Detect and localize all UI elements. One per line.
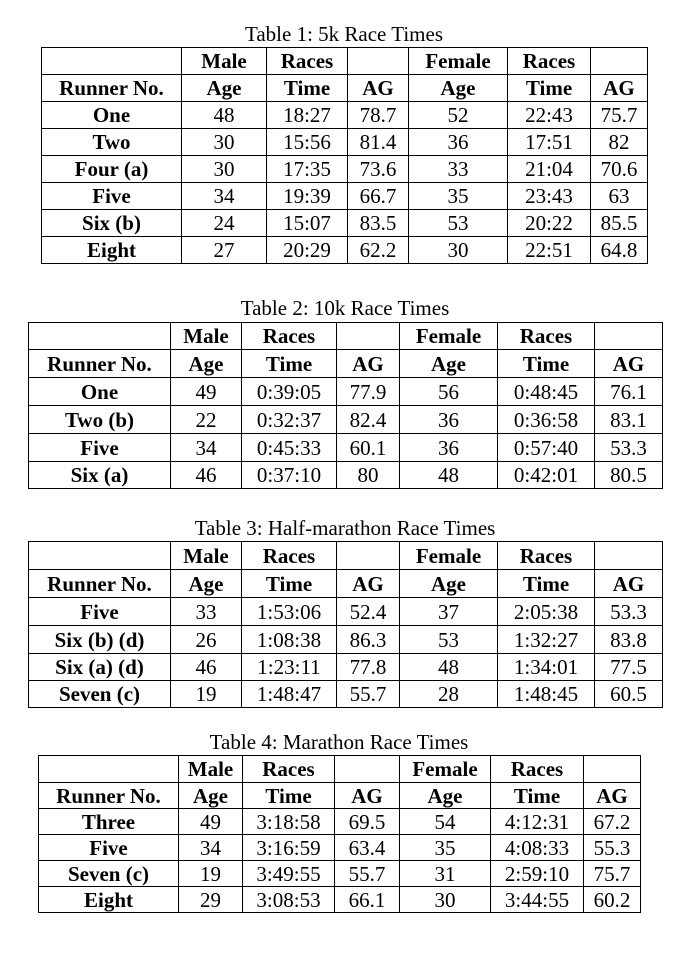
header-age: Age — [400, 783, 491, 809]
male-age-cell: 26 — [171, 626, 242, 654]
header-time: Time — [498, 570, 595, 598]
female-age-cell: 33 — [409, 156, 508, 183]
male-time-cell: 17:35 — [267, 156, 348, 183]
table-row — [42, 210, 648, 237]
runner-cell: Two — [42, 129, 182, 156]
header-ag: AG — [348, 75, 409, 102]
female-time-cell: 3:44:55 — [491, 887, 584, 913]
header-row-top — [42, 48, 648, 75]
header-row-bottom — [29, 570, 663, 598]
male-ag-cell: 63.4 — [335, 835, 400, 861]
header-cell-blank — [29, 323, 171, 350]
male-age-cell: 24 — [182, 210, 267, 237]
female-time-cell: 2:05:38 — [498, 598, 595, 626]
table-row — [29, 654, 663, 681]
header-ag: AG — [337, 570, 400, 598]
female-ag-cell: 83.1 — [595, 406, 663, 434]
runner-cell: Five — [39, 835, 179, 861]
female-time-cell: 23:43 — [508, 183, 591, 210]
header-cell-blank — [29, 542, 171, 570]
header-ag: AG — [337, 350, 400, 378]
female-age-cell: 48 — [400, 462, 498, 489]
female-age-cell: 31 — [400, 861, 491, 887]
male-time-cell: 1:53:06 — [242, 598, 337, 626]
table-title: Table 1: 5k Race Times — [244, 22, 443, 46]
header-row-top — [39, 756, 641, 783]
male-age-cell: 27 — [182, 237, 267, 264]
header-cell-blank — [337, 542, 400, 570]
header-time: Time — [243, 783, 335, 809]
female-ag-cell: 80.5 — [595, 462, 663, 489]
header-female: Female — [400, 323, 498, 350]
male-ag-cell: 83.5 — [348, 210, 409, 237]
header-time: Time — [491, 783, 584, 809]
header-row-bottom — [42, 75, 648, 102]
male-ag-cell: 60.1 — [337, 434, 400, 462]
male-age-cell: 34 — [179, 835, 243, 861]
male-age-cell: 33 — [171, 598, 242, 626]
header-time: Time — [267, 75, 348, 102]
female-ag-cell: 53.3 — [595, 434, 663, 462]
table-row — [29, 462, 663, 489]
header-races: Races — [498, 542, 595, 570]
female-age-cell: 30 — [400, 887, 491, 913]
table-title: Table 3: Half-marathon Race Times — [194, 516, 496, 540]
header-runner: Runner No. — [29, 350, 171, 378]
header-runner: Runner No. — [29, 570, 171, 598]
male-ag-cell: 69.5 — [335, 809, 400, 835]
header-runner: Runner No. — [42, 75, 182, 102]
female-time-cell: 20:22 — [508, 210, 591, 237]
female-age-cell: 36 — [409, 129, 508, 156]
header-races: Races — [242, 323, 337, 350]
table-3-block — [28, 516, 662, 710]
female-age-cell: 48 — [400, 654, 498, 681]
male-age-cell: 46 — [171, 654, 242, 681]
male-ag-cell: 52.4 — [337, 598, 400, 626]
header-female: Female — [400, 542, 498, 570]
male-time-cell: 3:49:55 — [243, 861, 335, 887]
female-age-cell: 30 — [409, 237, 508, 264]
female-ag-cell: 70.6 — [591, 156, 648, 183]
male-time-cell: 15:07 — [267, 210, 348, 237]
runner-cell: Six (a) (d) — [29, 654, 171, 681]
race-times-table — [28, 322, 663, 489]
table-row — [42, 237, 648, 264]
male-time-cell: 3:08:53 — [243, 887, 335, 913]
female-age-cell: 36 — [400, 434, 498, 462]
header-races: Races — [491, 756, 584, 783]
male-time-cell: 1:08:38 — [242, 626, 337, 654]
male-age-cell: 19 — [171, 681, 242, 708]
male-ag-cell: 77.8 — [337, 654, 400, 681]
male-ag-cell: 62.2 — [348, 237, 409, 264]
female-age-cell: 53 — [400, 626, 498, 654]
header-male: Male — [182, 48, 267, 75]
runner-cell: Five — [42, 183, 182, 210]
female-time-cell: 21:04 — [508, 156, 591, 183]
header-ag: AG — [584, 783, 641, 809]
female-ag-cell: 75.7 — [591, 102, 648, 129]
male-time-cell: 0:45:33 — [242, 434, 337, 462]
male-time-cell: 20:29 — [267, 237, 348, 264]
runner-cell: Three — [39, 809, 179, 835]
male-age-cell: 49 — [171, 378, 242, 406]
table-row — [42, 102, 648, 129]
header-cell-blank — [595, 323, 663, 350]
header-age: Age — [171, 570, 242, 598]
header-male: Male — [171, 542, 242, 570]
header-age: Age — [400, 350, 498, 378]
female-time-cell: 22:51 — [508, 237, 591, 264]
header-row-bottom — [39, 783, 641, 809]
table-row — [29, 626, 663, 654]
header-cell-blank — [42, 48, 182, 75]
male-age-cell: 19 — [179, 861, 243, 887]
header-age: Age — [182, 75, 267, 102]
female-age-cell: 52 — [409, 102, 508, 129]
female-ag-cell: 83.8 — [595, 626, 663, 654]
female-age-cell: 36 — [400, 406, 498, 434]
male-time-cell: 3:16:59 — [243, 835, 335, 861]
header-age: Age — [171, 350, 242, 378]
male-ag-cell: 81.4 — [348, 129, 409, 156]
male-ag-cell: 55.7 — [335, 861, 400, 887]
header-row-top — [29, 323, 663, 350]
male-age-cell: 30 — [182, 129, 267, 156]
race-times-table — [41, 47, 648, 264]
runner-cell: Six (b) — [42, 210, 182, 237]
header-races: Races — [267, 48, 348, 75]
table-row — [29, 406, 663, 434]
table-row — [42, 129, 648, 156]
female-ag-cell: 75.7 — [584, 861, 641, 887]
header-female: Female — [409, 48, 508, 75]
header-cell-blank — [337, 323, 400, 350]
male-age-cell: 49 — [179, 809, 243, 835]
header-cell-blank — [335, 756, 400, 783]
header-cell-blank — [348, 48, 409, 75]
table-row — [29, 378, 663, 406]
runner-cell: Six (a) — [29, 462, 171, 489]
male-ag-cell: 82.4 — [337, 406, 400, 434]
runner-cell: One — [29, 378, 171, 406]
runner-cell: One — [42, 102, 182, 129]
header-ag: AG — [335, 783, 400, 809]
table-row — [29, 681, 663, 708]
header-cell-blank — [39, 756, 179, 783]
male-age-cell: 48 — [182, 102, 267, 129]
table-row — [39, 887, 641, 913]
male-time-cell: 0:39:05 — [242, 378, 337, 406]
table-title: Table 2: 10k Race Times — [240, 296, 450, 320]
header-races: Races — [243, 756, 335, 783]
female-ag-cell: 60.2 — [584, 887, 641, 913]
header-male: Male — [171, 323, 242, 350]
header-cell-blank — [584, 756, 641, 783]
female-ag-cell: 64.8 — [591, 237, 648, 264]
male-time-cell: 18:27 — [267, 102, 348, 129]
female-time-cell: 0:36:58 — [498, 406, 595, 434]
male-ag-cell: 55.7 — [337, 681, 400, 708]
male-ag-cell: 66.1 — [335, 887, 400, 913]
male-age-cell: 34 — [171, 434, 242, 462]
runner-cell: Four (a) — [42, 156, 182, 183]
female-time-cell: 0:57:40 — [498, 434, 595, 462]
female-time-cell: 2:59:10 — [491, 861, 584, 887]
table-row — [29, 598, 663, 626]
female-time-cell: 0:42:01 — [498, 462, 595, 489]
race-times-table — [38, 755, 641, 913]
table-title: Table 4: Marathon Race Times — [209, 730, 469, 754]
header-time: Time — [242, 570, 337, 598]
male-age-cell: 30 — [182, 156, 267, 183]
female-ag-cell: 77.5 — [595, 654, 663, 681]
male-ag-cell: 78.7 — [348, 102, 409, 129]
male-age-cell: 22 — [171, 406, 242, 434]
table-4-block — [38, 730, 640, 914]
female-age-cell: 53 — [409, 210, 508, 237]
female-ag-cell: 76.1 — [595, 378, 663, 406]
female-age-cell: 28 — [400, 681, 498, 708]
female-age-cell: 35 — [400, 835, 491, 861]
header-male: Male — [179, 756, 243, 783]
female-time-cell: 1:34:01 — [498, 654, 595, 681]
female-time-cell: 22:43 — [508, 102, 591, 129]
female-time-cell: 1:32:27 — [498, 626, 595, 654]
male-age-cell: 29 — [179, 887, 243, 913]
male-age-cell: 46 — [171, 462, 242, 489]
table-row — [39, 835, 641, 861]
male-ag-cell: 73.6 — [348, 156, 409, 183]
header-cell-blank — [595, 542, 663, 570]
header-ag: AG — [591, 75, 648, 102]
female-ag-cell: 60.5 — [595, 681, 663, 708]
header-time: Time — [498, 350, 595, 378]
header-races: Races — [242, 542, 337, 570]
header-time: Time — [242, 350, 337, 378]
header-row-bottom — [29, 350, 663, 378]
female-ag-cell: 67.2 — [584, 809, 641, 835]
female-ag-cell: 85.5 — [591, 210, 648, 237]
runner-cell: Eight — [42, 237, 182, 264]
header-row-top — [29, 542, 663, 570]
male-time-cell: 15:56 — [267, 129, 348, 156]
female-time-cell: 4:08:33 — [491, 835, 584, 861]
male-time-cell: 0:32:37 — [242, 406, 337, 434]
male-ag-cell: 66.7 — [348, 183, 409, 210]
male-time-cell: 19:39 — [267, 183, 348, 210]
male-time-cell: 1:48:47 — [242, 681, 337, 708]
female-age-cell: 35 — [409, 183, 508, 210]
runner-cell: Two (b) — [29, 406, 171, 434]
female-ag-cell: 55.3 — [584, 835, 641, 861]
header-races: Races — [508, 48, 591, 75]
table-row — [39, 809, 641, 835]
male-ag-cell: 86.3 — [337, 626, 400, 654]
female-ag-cell: 82 — [591, 129, 648, 156]
header-cell-blank — [591, 48, 648, 75]
header-time: Time — [508, 75, 591, 102]
header-age: Age — [400, 570, 498, 598]
female-time-cell: 1:48:45 — [498, 681, 595, 708]
male-age-cell: 34 — [182, 183, 267, 210]
header-runner: Runner No. — [39, 783, 179, 809]
male-time-cell: 3:18:58 — [243, 809, 335, 835]
header-races: Races — [498, 323, 595, 350]
table-row — [39, 861, 641, 887]
table-row — [29, 434, 663, 462]
runner-cell: Seven (c) — [29, 681, 171, 708]
female-age-cell: 54 — [400, 809, 491, 835]
female-time-cell: 0:48:45 — [498, 378, 595, 406]
runner-cell: Seven (c) — [39, 861, 179, 887]
female-ag-cell: 63 — [591, 183, 648, 210]
male-time-cell: 1:23:11 — [242, 654, 337, 681]
header-age: Age — [409, 75, 508, 102]
runner-cell: Six (b) (d) — [29, 626, 171, 654]
female-ag-cell: 53.3 — [595, 598, 663, 626]
male-ag-cell: 80 — [337, 462, 400, 489]
header-ag: AG — [595, 350, 663, 378]
female-time-cell: 4:12:31 — [491, 809, 584, 835]
table-row — [42, 183, 648, 210]
male-time-cell: 0:37:10 — [242, 462, 337, 489]
runner-cell: Five — [29, 598, 171, 626]
runner-cell: Five — [29, 434, 171, 462]
race-times-table — [28, 541, 663, 708]
table-2-block — [28, 296, 662, 490]
table-1-block — [41, 22, 647, 270]
header-female: Female — [400, 756, 491, 783]
female-time-cell: 17:51 — [508, 129, 591, 156]
male-ag-cell: 77.9 — [337, 378, 400, 406]
female-age-cell: 37 — [400, 598, 498, 626]
header-ag: AG — [595, 570, 663, 598]
runner-cell: Eight — [39, 887, 179, 913]
female-age-cell: 56 — [400, 378, 498, 406]
table-row — [42, 156, 648, 183]
header-age: Age — [179, 783, 243, 809]
